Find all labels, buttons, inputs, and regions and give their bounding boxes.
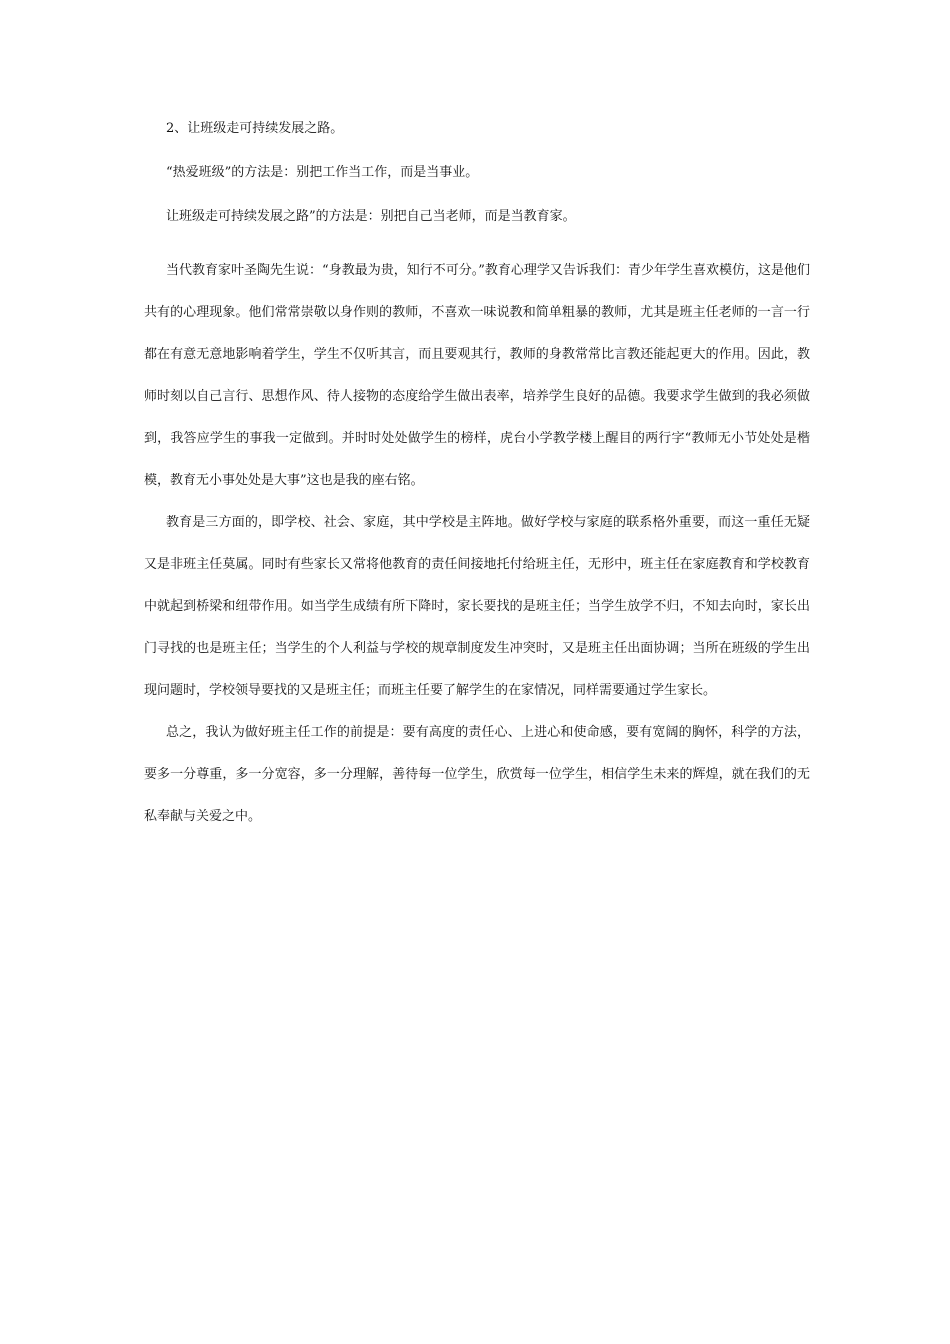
paragraph-teacher-example: 当代教育家叶圣陶先生说：“身教最为贵，知行不可分。”教育心理学又告诉我们：青少年学生喜欢模仿，这是他们共有的心理现象。他们常常崇敬以身作则的教师，不喜欢一味说教和简单粗暴的教师，尤其是班主任老师的一言一行都在有意无意地影响着学生，学生不仅听其言，而且要观其行，教师的身教常常比言教还能起更大的作用。因此，教师时刻以自己言行、思想作风、待人接物的态度给学生做出表率，培养学生良好的品德。我要求学生做到的我必须做到，我答应学生的事我一定做到。并时时处处做学生的榜样，虎台小学教学楼上醒目的两行字“教师无小节处处是楷模，教育无小事处处是大事”这也是我的座右铭。 [144,263,810,488]
document-body [144,118,810,838]
paragraph-conclusion: 总之，我认为做好班主任工作的前提是：要有高度的责任心、上进心和使命感，要有宽阔的胸怀，科学的方法，要多一分尊重，多一分宽容，多一分理解，善待每一位学生，欣赏每一位学生，相信学生未来的辉煌，就在我们的无私奉献与关爱之中。 [144,725,810,824]
section-heading: 2、让班级走可持续发展之路。 [166,121,344,136]
paragraph-method-love-class: “热爱班级”的方法是：别把工作当工作，而是当事业。 [166,165,479,180]
paragraph-home-school: 教育是三方面的，即学校、社会、家庭，其中学校是主阵地。做好学校与家庭的联系格外重要，而这一重任无疑又是非班主任莫属。同时有些家长又常将他教育的责任间接地托付给班主任，无形中，班主任在家庭教育和学校教育中就起到桥梁和纽带作用。如当学生成绩有所下降时，家长要找的是班主任；当学生放学不归，不知去向时，家长出门寻找的也是班主任；当学生的个人利益与学校的规章制度发生冲突时，又是班主任出面协调；当所在班级的学生出现问题时，学校领导要找的又是班主任；而班主任要了解学生的在家情况，同样需要通过学生家长。 [144,515,810,698]
paragraph-method-sustainable: 让班级走可持续发展之路”的方法是：别把自己当老师，而是当教育家。 [166,209,576,224]
